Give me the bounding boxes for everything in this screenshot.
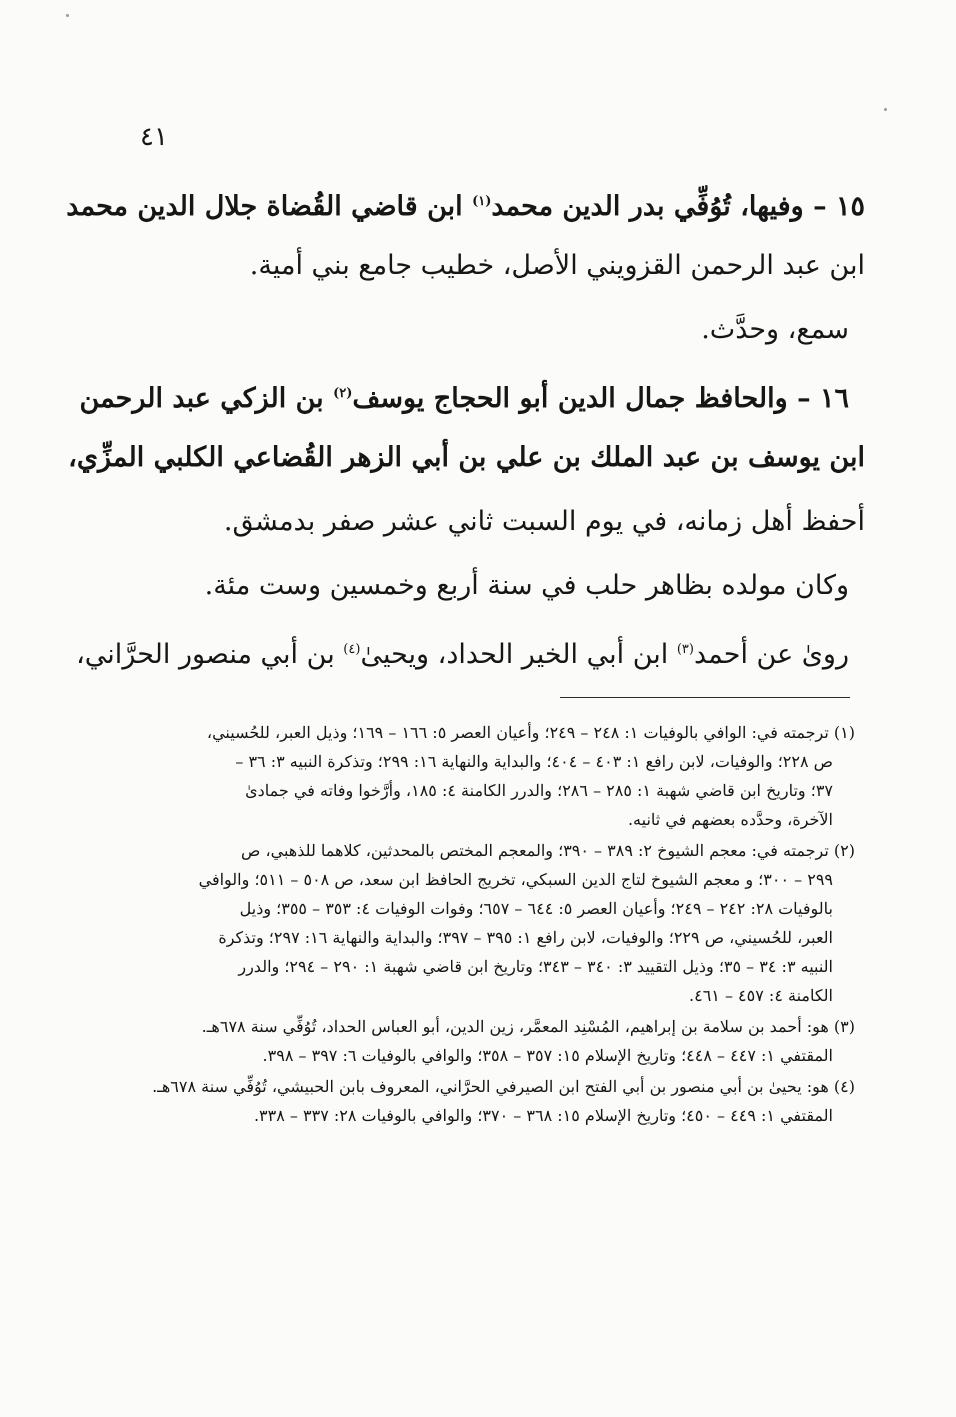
- footnote: [130, 836, 855, 1010]
- text-line: [130, 234, 865, 298]
- footnote-line: (٣) هو: أحمد بن سلامة بن إبراهيم، المُسْنِد المعمَّر، زين الدين، أبو العباس الحداد، تُوُفِّي سنة ٦٧٨هـ.: [201, 1017, 855, 1036]
- text-segment: روىٰ عن أحمد: [693, 639, 849, 670]
- footnote-marker: (٤): [343, 642, 361, 657]
- text-line: [79, 362, 865, 426]
- text-segment: وكان مولده بظاهر حلب في سنة أربع وخمسين وست مئة.: [204, 570, 849, 601]
- text-segment: ابن عبد الرحمن القزويني الأصل، خطيب جامع بني أمية.: [249, 250, 865, 281]
- footnote-line: المقتفي ١: ٤٤٧ – ٤٤٨؛ وتاريخ الإسلام ١٥: ٣٥٧ – ٣٥٨؛ والوافي بالوفيات ٦: ٣٩٧ – ٣٩٨.: [262, 1046, 833, 1065]
- footnote-marker: (١): [472, 194, 492, 209]
- footnote: [130, 718, 855, 834]
- text-segment: بن أبي منصور الحرَّاني،: [76, 639, 344, 670]
- text-line: [130, 490, 865, 554]
- footnote-line: ٢٩٩ – ٣٠٠؛ و معجم الشيوخ لتاج الدين السبكي، تخريج الحافظ ابن سعد، ص ٥٠٨ – ٥١١؛ والوافي: [198, 870, 833, 889]
- footnote-line: (٤) هو: يحيىٰ بن أبي منصور بن أبي الفتح ابن الصيرفي الحرَّاني، المعروف بابن الحبيشي، تُوُفِّي سنة ٦٧٨هـ.: [152, 1077, 855, 1096]
- page-number: ٤١: [140, 122, 168, 152]
- text-segment: ١٦ – والحافظ جمال الدين أبو الحجاج يوسف: [352, 383, 849, 414]
- footnote-marker: (٢): [333, 386, 353, 401]
- text-segment: ابن قاضي القُضاة جلال الدين محمد: [66, 191, 473, 222]
- text-segment: ١٥ – وفيها، تُوُفِّي بدر الدين محمد: [491, 191, 865, 222]
- footnote-line: العبر، للحُسيني، ص ٢٢٩؛ والوفيات، لابن رافع ١: ٣٩٥ – ٣٩٧؛ والبداية والنهاية ١٦: ٢٩٧؛ وتذكرة: [218, 928, 833, 947]
- text-segment: أحفظ أهل زمانه، في يوم السبت ثاني عشر صفر بدمشق.: [223, 506, 865, 537]
- footnote-line: ص ٢٢٨؛ والوفيات، لابن رافع ١: ٤٠٣ – ٤٠٤؛ والبداية والنهاية ١٦: ٢٩٩؛ وتذكرة النبيه ٣: ٣٦ –: [235, 752, 833, 771]
- main-text: [66, 170, 865, 682]
- footnote-line: ٣٧؛ وتاريخ ابن قاضي شهبة ١: ٢٨٥ – ٢٨٦؛ والدرر الكامنة ٤: ١٨٥، وأرَّخوا وفاته في جمادىٰ: [245, 781, 833, 800]
- footnote-marker: (٣): [676, 642, 694, 657]
- footnote-line: الآخرة، وحدَّده بعضهم في ثانيه.: [627, 810, 833, 829]
- scan-speck: [884, 108, 887, 111]
- footnote-separator: [560, 697, 850, 698]
- footnotes: [130, 718, 855, 1132]
- text-line: [130, 298, 865, 362]
- footnote-line: المقتفي ١: ٤٤٩ – ٤٥٠؛ وتاريخ الإسلام ١٥: ٣٦٨ – ٣٧٠؛ والوافي بالوفيات ٢٨: ٣٣٧ – ٣٣٨.: [253, 1106, 833, 1125]
- text-line: [66, 170, 865, 234]
- footnote-line: بالوفيات ٢٨: ٢٤٢ – ٢٤٩؛ وأعيان العصر ٥: ٦٤٤ – ٦٥٧؛ وفوات الوفيات ٤: ٣٥٣ – ٣٥٥؛ وذيل: [239, 899, 833, 918]
- text-segment: بن الزكي عبد الرحمن: [79, 383, 334, 414]
- footnote: [130, 1072, 855, 1130]
- text-line: [76, 618, 865, 682]
- text-segment: ابن أبي الخير الحداد، ويحيىٰ: [360, 639, 677, 670]
- text-segment: ابن يوسف بن عبد الملك بن علي بن أبي الزهر القُضاعي الكلبي المزِّي،: [68, 442, 865, 473]
- text-line: [68, 426, 865, 490]
- footnote-line: (١) ترجمته في: الوافي بالوفيات ١: ٢٤٨ – ٢٤٩؛ وأعيان العصر ٥: ١٦٦ – ١٦٩؛ وذيل العبر، للحُسيني،: [206, 723, 855, 742]
- text-line: [130, 554, 865, 618]
- text-segment: سمع، وحدَّث.: [701, 314, 849, 345]
- footnote-line: الكامنة ٤: ٤٥٧ – ٤٦١.: [689, 986, 833, 1005]
- footnote-line: (٢) ترجمته في: معجم الشيوخ ٢: ٣٨٩ – ٣٩٠؛ والمعجم المختص بالمحدثين، كلاهما للذهبي، ص: [241, 841, 855, 860]
- footnote-line: النبيه ٣: ٣٤ – ٣٥؛ وذيل التقييد ٣: ٣٤٠ – ٣٤٣؛ وتاريخ ابن قاضي شهبة ١: ٢٩٠ – ٢٩٤؛ والدرر: [238, 957, 833, 976]
- footnote: [130, 1012, 855, 1070]
- scan-speck: [66, 14, 69, 17]
